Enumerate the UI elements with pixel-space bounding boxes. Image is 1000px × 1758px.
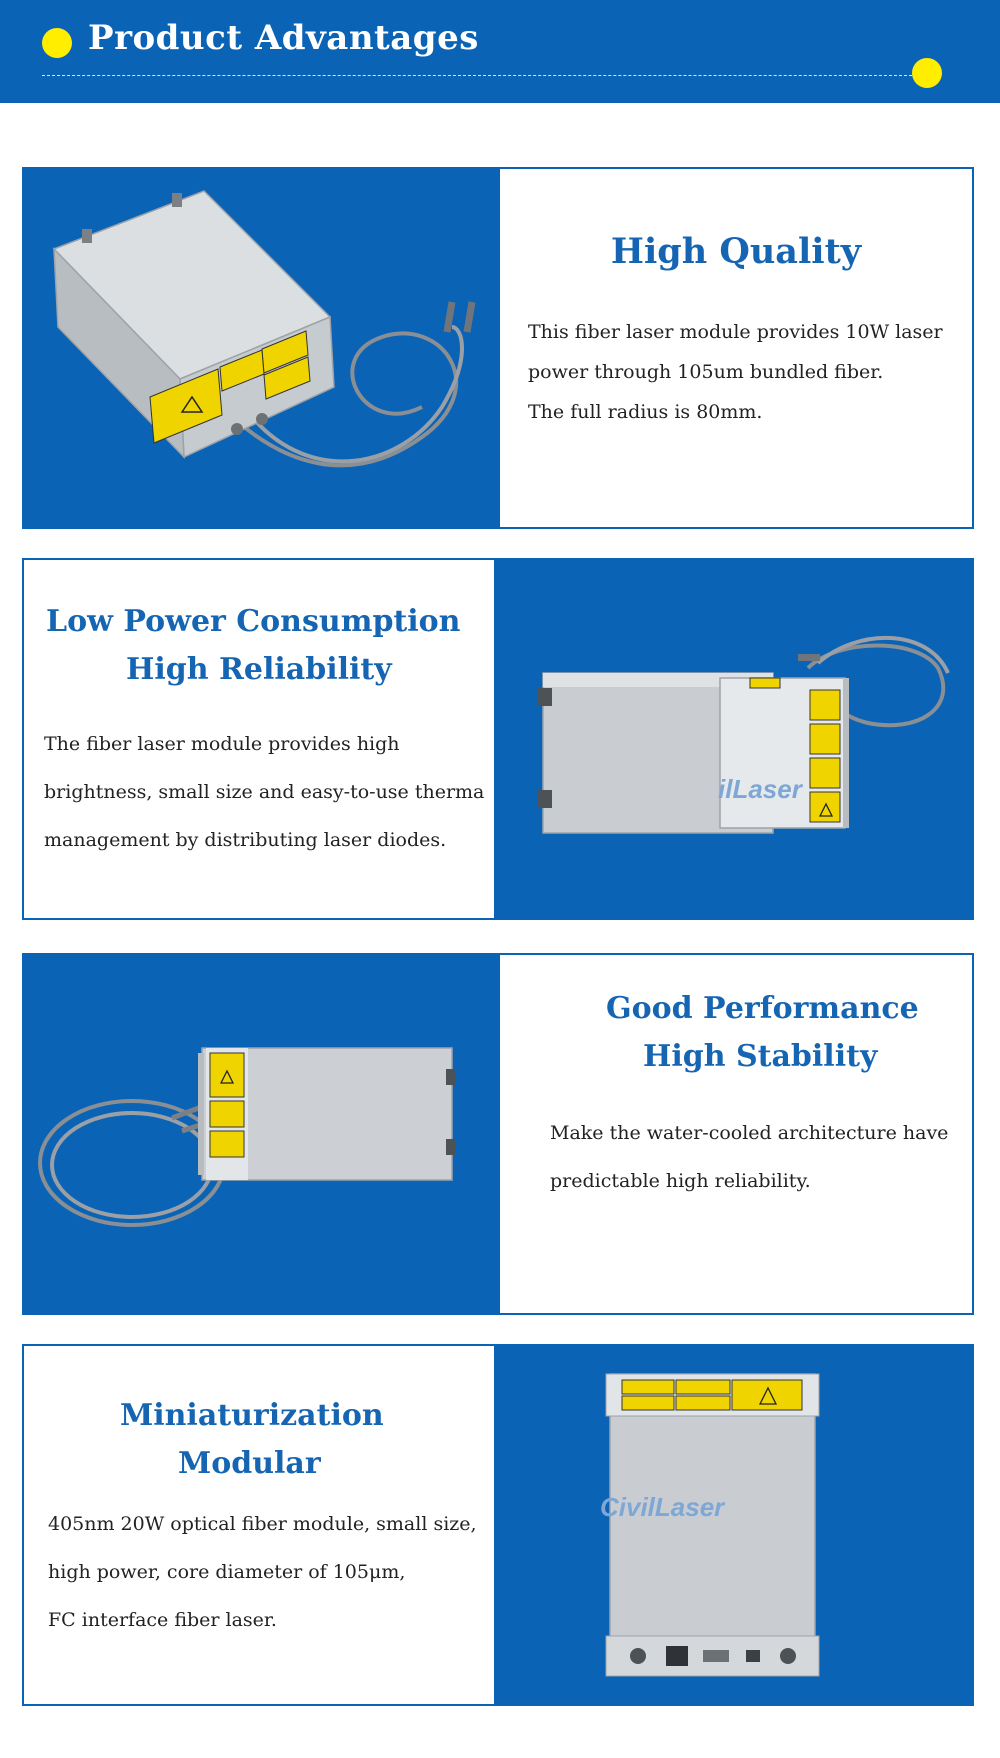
feature-text-line: 405nm 20W optical fiber module, small size,	[48, 1513, 477, 1535]
product-image-laser-module	[498, 558, 974, 920]
section-low-power	[22, 558, 974, 920]
brand-watermark: ilLaser	[718, 774, 802, 804]
product-image-laser-module	[498, 1344, 974, 1706]
feature-title-line: High Stability	[643, 1039, 878, 1074]
feature-text-line: The fiber laser module provides high	[44, 733, 400, 755]
feature-text-line: management by distributing laser diodes.	[44, 829, 447, 851]
feature-title	[500, 231, 972, 272]
feature-description	[48, 1500, 477, 1644]
product-image-laser-module	[22, 953, 498, 1315]
bullet-dot-icon	[912, 58, 942, 88]
bullet-dot-icon	[42, 28, 72, 58]
section-miniaturization	[22, 1344, 974, 1706]
feature-text-line: brightness, small size and easy-to-use therma	[44, 781, 485, 803]
feature-card	[22, 558, 496, 920]
feature-text-line: FC interface fiber laser.	[48, 1609, 277, 1631]
feature-title-line: High Quality	[610, 231, 862, 272]
feature-card	[22, 1344, 496, 1706]
feature-description	[44, 720, 492, 864]
feature-title-line: High Reliability	[126, 652, 392, 687]
brand-watermark: CivilLaser	[600, 1492, 725, 1522]
feature-title	[24, 1392, 494, 1488]
feature-text-line: This fiber laser module provides 10W laser	[528, 321, 943, 343]
feature-title	[500, 985, 972, 1081]
feature-description	[528, 312, 943, 432]
section-good-performance	[22, 953, 974, 1315]
feature-card	[498, 953, 974, 1315]
page-title: Product Advantages	[88, 18, 479, 58]
feature-text-line: high power, core diameter of 105μm,	[48, 1561, 406, 1583]
feature-text-line: Make the water-cooled architecture have	[550, 1122, 949, 1144]
feature-title-line: Miniaturization	[120, 1398, 384, 1433]
feature-title	[24, 598, 494, 694]
feature-card	[498, 167, 974, 529]
feature-description	[550, 1109, 948, 1205]
section-high-quality	[22, 167, 974, 529]
product-image-laser-module	[22, 167, 498, 529]
feature-text-line: power through 105um bundled fiber.	[528, 361, 884, 383]
feature-text-line: The full radius is 80mm.	[528, 401, 763, 423]
feature-title-line: Good Performance	[606, 991, 919, 1026]
feature-text-line: predictable high reliability.	[550, 1170, 811, 1192]
header-banner	[0, 0, 1000, 103]
feature-title-line: Modular	[178, 1446, 321, 1481]
header-divider	[42, 75, 912, 76]
feature-title-line: Low Power Consumption	[46, 604, 461, 639]
